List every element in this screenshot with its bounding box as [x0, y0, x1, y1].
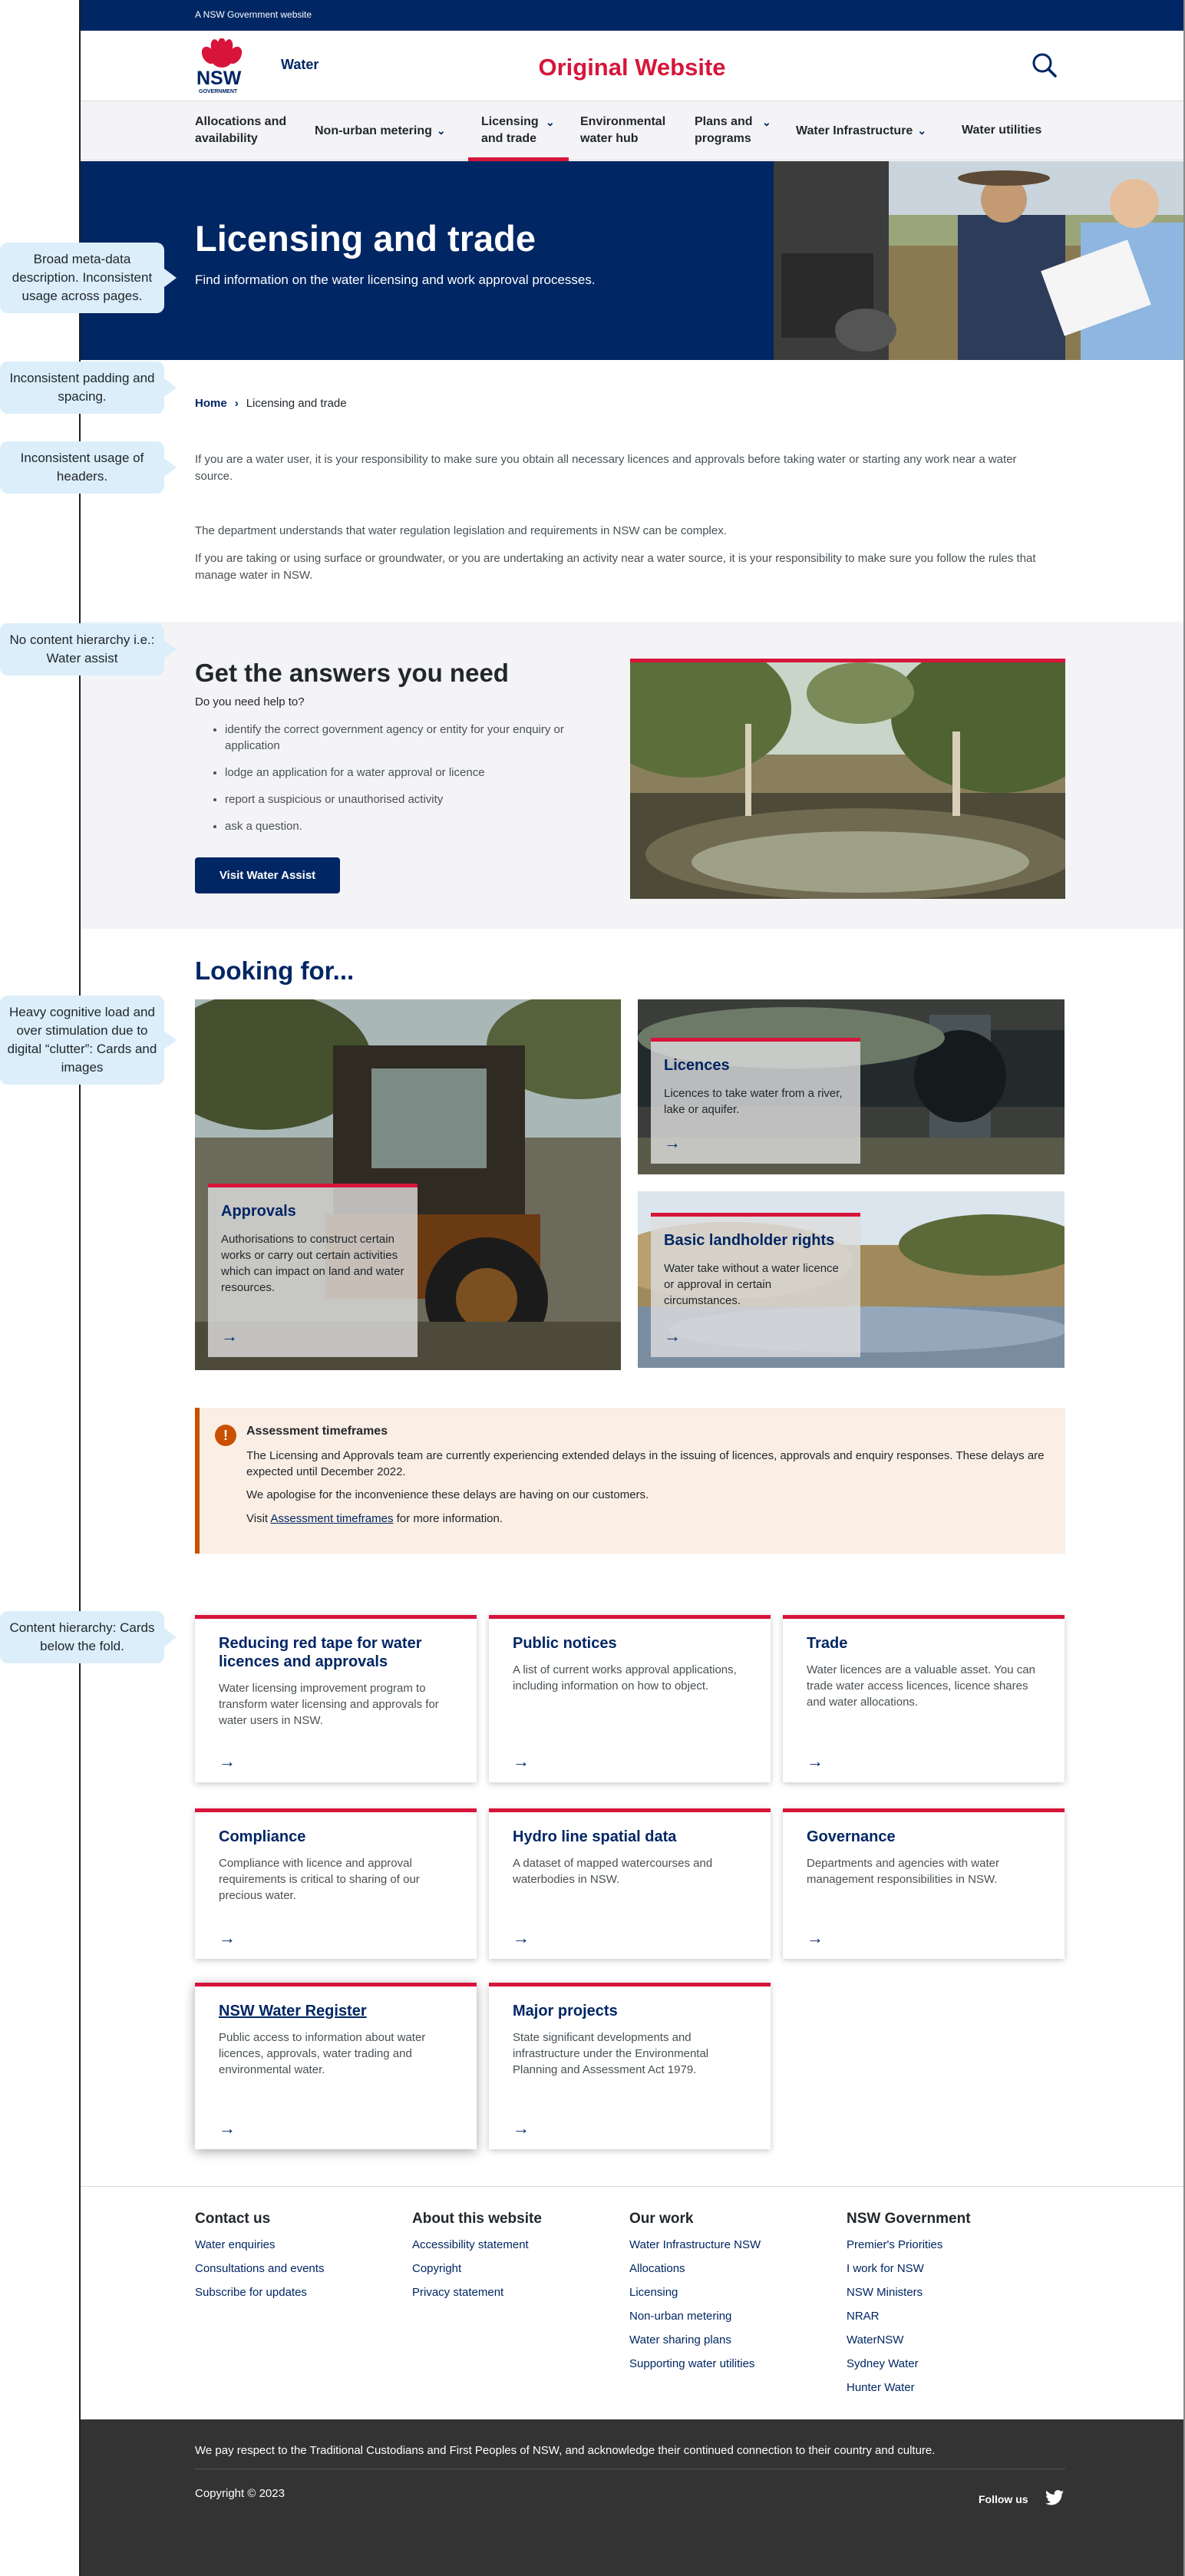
footer-link[interactable]: Accessibility statement [412, 2238, 529, 2251]
footer-heading: Our work [629, 2211, 694, 2227]
nav-label: Licensing and trade [481, 115, 539, 145]
footer-link[interactable]: WaterNSW [847, 2333, 904, 2346]
card-text: Water licences are a valuable asset. You can trade water access licences, licence shares and water allocations. [807, 1663, 1035, 1709]
chevron-down-icon: ⌄ [546, 116, 555, 128]
footer-divider [81, 2186, 1183, 2187]
intro-text: If you are a water user, it is your responsibility to make sure you obtain all necessary licences and approvals before taking water or starting any work near a water source. [195, 453, 1017, 483]
nav-item-utilities[interactable] [962, 122, 1041, 139]
footer-link[interactable]: Consultations and events [195, 2262, 325, 2275]
footer-col-contact [195, 2211, 324, 2308]
alert-text-part: for more information. [396, 1512, 503, 1525]
footer-link[interactable]: NSW Ministers [847, 2286, 923, 2299]
alert-text-part: Visit [246, 1512, 269, 1525]
arrow-right-icon: → [513, 1752, 530, 1771]
card-hydro-line[interactable] [489, 1808, 771, 1959]
breadcrumb [195, 397, 347, 410]
footer-bottom [81, 2419, 1183, 2576]
logo-subtext: GOVERNMENT [199, 89, 238, 94]
card-text: State significant developments and infrastructure under the Environmental Planning and Assessment Act 1979. [513, 2031, 709, 2076]
tile-overlay [208, 1184, 418, 1357]
card-title: Trade [807, 1635, 848, 1652]
logo-text: NSW [196, 68, 242, 89]
nav-item-allocations[interactable] [195, 114, 296, 147]
card-text: Departments and agencies with water management responsibilities in NSW. [807, 1857, 999, 1886]
alert-text: We apologise for the inconvenience these delays are having on our customers. [246, 1488, 649, 1501]
card-trade[interactable] [783, 1615, 1065, 1782]
nav-item-infrastructure[interactable] [796, 122, 926, 140]
card-major-projects[interactable] [489, 1983, 771, 2149]
card-public-notices[interactable] [489, 1615, 771, 1782]
footer-link[interactable]: NRAR [847, 2310, 880, 2323]
footer-link[interactable]: Sydney Water [847, 2357, 919, 2370]
footer-link[interactable]: Allocations [629, 2262, 685, 2275]
footer-heading: NSW Government [847, 2211, 971, 2227]
chevron-down-icon: ⌄ [762, 116, 771, 128]
arrow-right-icon: → [513, 1928, 530, 1947]
card-text: A dataset of mapped watercourses and waterbodies in NSW. [513, 1857, 713, 1886]
page-subtitle: Find information on the water licensing and work approval processes. [195, 272, 596, 287]
page-banner-title: Original Website [538, 54, 726, 81]
card-text: A list of current works approval applications, including information on how to object. [513, 1663, 737, 1693]
card-red-tape[interactable] [195, 1615, 477, 1782]
section-lead: Do you need help to? [195, 695, 305, 708]
card-compliance[interactable] [195, 1808, 477, 1959]
arrow-right-icon: → [807, 1752, 824, 1771]
nav-label: Water utilities [962, 124, 1042, 137]
twitter-icon[interactable] [1045, 2490, 1064, 2505]
nav-label: Allocations and availability [195, 115, 287, 145]
tile-title: Basic landholder rights [664, 1232, 835, 1249]
footer-heading: About this website [412, 2211, 542, 2227]
nav-label: Plans and programs [695, 115, 753, 145]
section-heading: Get the answers you need [195, 659, 509, 687]
footer-link[interactable]: Water enquiries [195, 2238, 276, 2251]
tile-licences[interactable] [638, 999, 1065, 1174]
assessment-timeframes-link[interactable]: Assessment timeframes [270, 1512, 394, 1525]
footer-link[interactable]: Hunter Water [847, 2381, 915, 2394]
footer-link[interactable]: Copyright [412, 2262, 462, 2275]
tile-text: Water take without a water licence or approval in certain circumstances. [664, 1262, 839, 1307]
page-title: Licensing and trade [195, 218, 536, 259]
card-title: Hydro line spatial data [513, 1828, 677, 1845]
footer-link[interactable]: I work for NSW [847, 2262, 924, 2275]
footer-link[interactable]: Licensing [629, 2286, 678, 2299]
assessment-alert [195, 1408, 1065, 1554]
alert-title: Assessment timeframes [246, 1425, 388, 1438]
arrow-right-icon: → [219, 1752, 236, 1771]
tile-title: Approvals [221, 1203, 296, 1220]
card-text: Public access to information about water licences, approvals, water trading and environmental water. [219, 2031, 426, 2076]
arrow-right-icon: → [807, 1928, 824, 1947]
annotation-callout: Heavy cognitive load and over stimulation due to digital “clutter”: Cards and images [0, 996, 164, 1085]
gov-masthead: A NSW Government website [81, 0, 1183, 31]
site-name[interactable]: Water [281, 57, 319, 72]
footer-link[interactable]: Supporting water utilities [629, 2357, 755, 2370]
river-photo [630, 659, 1065, 899]
list-item: • report a suspicious or unauthorised activity [225, 791, 593, 807]
annotation-callout: Inconsistent usage of headers. [0, 441, 164, 494]
chevron-down-icon: ⌄ [917, 124, 927, 137]
chevron-right-icon: › [234, 397, 239, 410]
body-paragraph: If you are taking or using surface or groundwater, or you are undertaking an activity near a water source, it is your responsibility to make sure you follow the rules that manage water in NSW. [195, 552, 1036, 582]
arrow-right-icon: → [664, 1133, 681, 1152]
water-assist-section [81, 622, 1183, 929]
alert-text: The Licensing and Approvals team are currently experiencing extended delays in the issuing of licences, approvals and enquiry responses. These delays are expected until December 2022. [246, 1449, 1045, 1478]
help-list [225, 722, 593, 845]
list-item: • ask a question. [225, 818, 593, 834]
main-nav [81, 101, 1183, 160]
search-icon[interactable] [1032, 52, 1058, 78]
body-paragraph: The department understands that water regulation legislation and requirements in NSW can be complex. [195, 524, 727, 537]
card-title: Compliance [219, 1828, 306, 1845]
annotation-callout: No content hierarchy i.e.: Water assist [0, 623, 164, 675]
water-assist-button[interactable]: Visit Water Assist [195, 857, 340, 893]
card-governance[interactable] [783, 1808, 1065, 1959]
site-header [81, 31, 1183, 101]
footer-link[interactable]: Privacy statement [412, 2286, 504, 2299]
nav-item-plans[interactable] [695, 114, 783, 147]
tile-landholder-rights[interactable] [638, 1191, 1065, 1368]
follow-label: Follow us [979, 2493, 1028, 2505]
footer-link[interactable]: Non-urban metering [629, 2310, 732, 2323]
warning-icon: ! [215, 1425, 236, 1446]
card-title: Governance [807, 1828, 896, 1845]
nav-item-environmental[interactable] [580, 114, 680, 147]
card-text: Water licensing improvement program to transform water licensing and approvals for water users in NSW. [219, 1682, 439, 1727]
annotation-callout: Content hierarchy: Cards below the fold. [0, 1611, 164, 1663]
footer-link[interactable]: Premier's Priorities [847, 2238, 943, 2251]
tile-approvals[interactable] [195, 999, 621, 1370]
arrow-right-icon: → [221, 1326, 238, 1346]
hero-banner [81, 161, 1183, 360]
nav-item-licensing[interactable] [481, 114, 567, 147]
footer-heading: Contact us [195, 2211, 271, 2227]
nav-label: Water Infrastructure [796, 124, 913, 137]
footer-link[interactable]: Water Infrastructure NSW [629, 2238, 761, 2251]
card-title: Public notices [513, 1635, 617, 1652]
card-title: NSW Water Register [219, 2003, 367, 2020]
chevron-down-icon: ⌄ [436, 124, 446, 137]
card-title: Major projects [513, 2003, 618, 2020]
tile-text: Licences to take water from a river, lake or aquifer. [664, 1087, 843, 1116]
card-title: Reducing red tape for water licences and approvals [219, 1635, 422, 1670]
arrow-right-icon: → [513, 2119, 530, 2138]
list-item: • lodge an application for a water approval or licence [225, 765, 593, 781]
footer-col-government [847, 2211, 971, 2403]
tile-overlay [651, 1213, 860, 1357]
copyright-text: Copyright © 2023 [195, 2487, 285, 2500]
arrow-right-icon: → [664, 1326, 681, 1346]
alert-text [246, 1511, 1045, 1527]
footer-link[interactable]: Subscribe for updates [195, 2286, 307, 2299]
nav-item-metering[interactable] [315, 122, 446, 140]
card-text: Compliance with licence and approval requirements is critical to sharing of our precious water. [219, 1857, 420, 1902]
nav-label: Environmental water hub [580, 115, 666, 145]
arrow-right-icon: → [219, 2119, 236, 2138]
breadcrumb-current: Licensing and trade [246, 397, 347, 410]
nav-label: Non-urban metering [315, 124, 432, 137]
annotation-callout: Broad meta-data description. Inconsistent usage across pages. [0, 243, 164, 313]
tile-text: Authorisations to construct certain works or carry out certain activities which can impact on land and water resources. [221, 1233, 404, 1294]
card-water-register[interactable] [195, 1983, 477, 2149]
annotation-callout: Inconsistent padding and spacing. [0, 362, 164, 414]
footer-col-work [629, 2211, 761, 2379]
breadcrumb-home-link[interactable]: Home [195, 397, 227, 410]
looking-for-heading: Looking for... [195, 956, 355, 985]
web-page [81, 0, 1183, 2576]
tile-title: Licences [664, 1057, 730, 1074]
tile-overlay [651, 1038, 860, 1164]
footer-col-about [412, 2211, 542, 2308]
list-item: • identify the correct government agency or entity for your enquiry or application [225, 722, 593, 754]
arrow-right-icon: → [219, 1928, 236, 1947]
acknowledgement-text: We pay respect to the Traditional Custodians and First Peoples of NSW, and acknowledge their continued connection to their country and culture. [195, 2444, 936, 2457]
footer-link[interactable]: Water sharing plans [629, 2333, 731, 2346]
hero-photo-farmers [774, 161, 1183, 360]
